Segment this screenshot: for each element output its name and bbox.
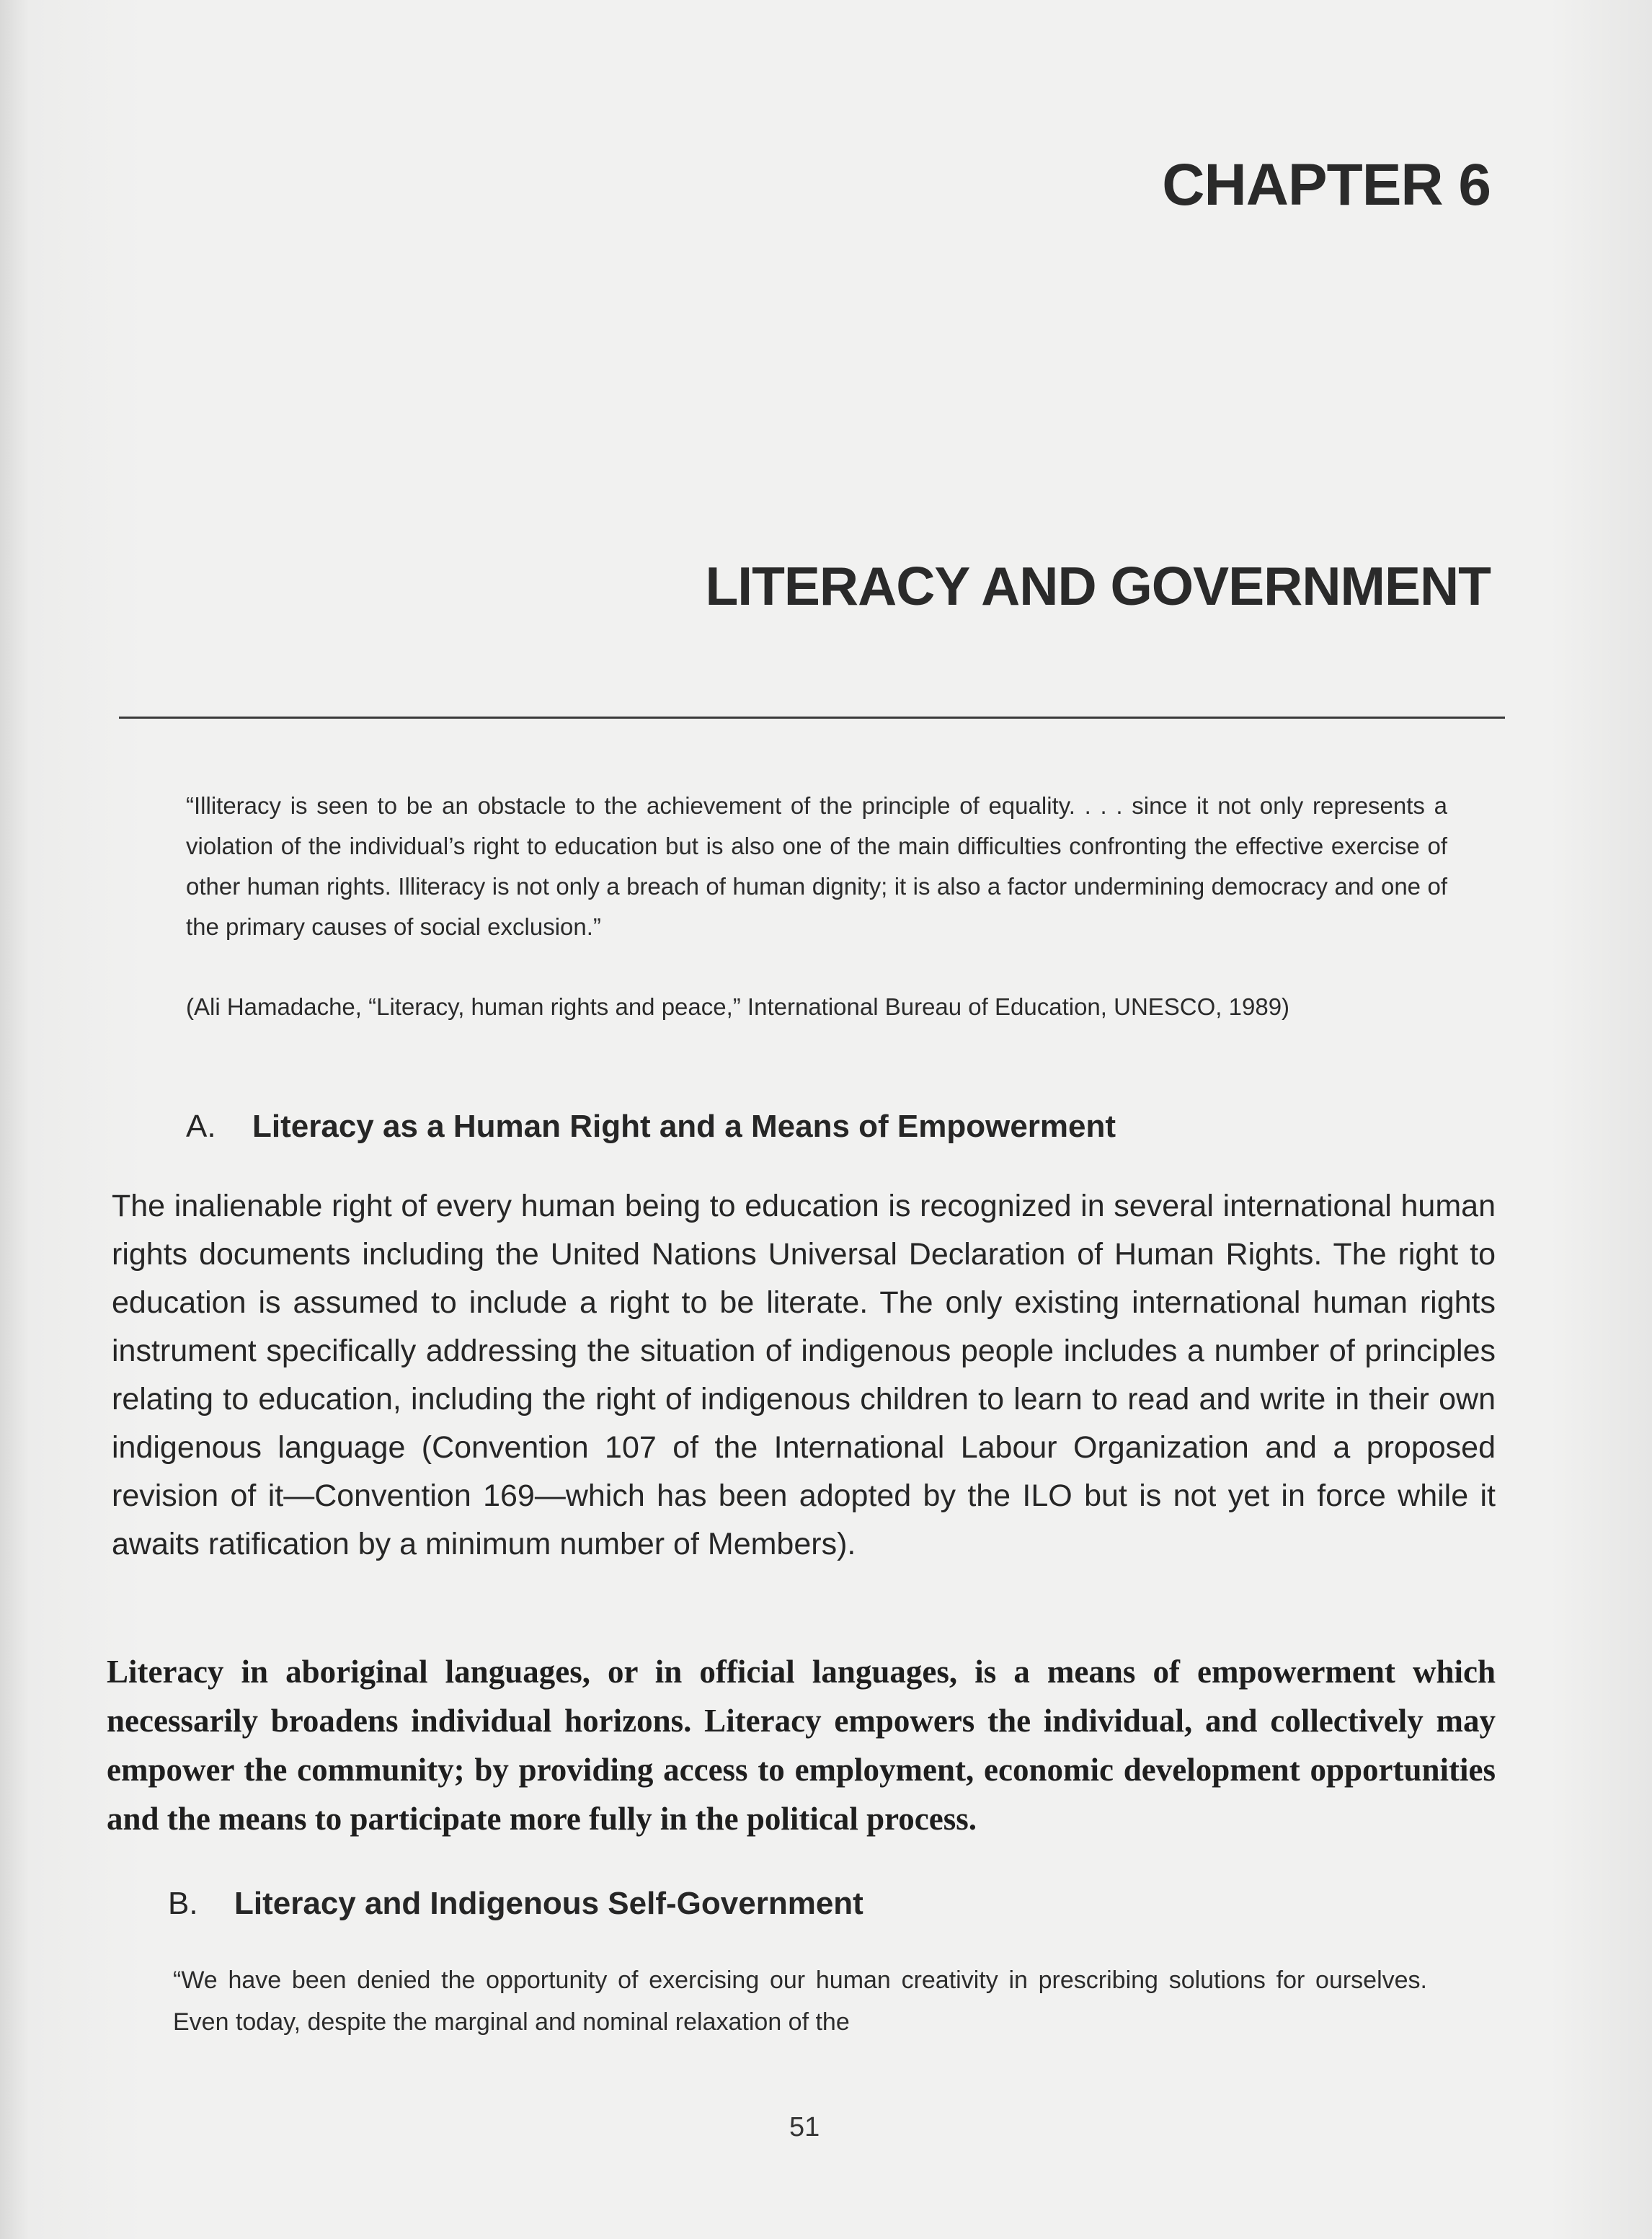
section-a-bold-paragraph: Literacy in aboriginal languages, or in official languages, is a means of empowerment which necessarily broadens individual horizons. Literacy empowers the individual, and collectively may empower the community; by providing access to employment, economic development opportunities and the means to participate more fully in the political process.: [107, 1654, 1496, 1837]
opening-quote: “Illiteracy is seen to be an obstacle to the achievement of the principle of equality. . . . since it not only represents a violation of the individual’s right to education but is also one of the main difficulties confronting the effective exercise of other human rights. Illiteracy is not only a breach of human dignity; it is also a factor undermining democracy and one of the primary causes of social exclusion.”: [186, 792, 1447, 940]
section-b-heading: [168, 1886, 863, 1922]
title-divider: [119, 717, 1505, 719]
section-a-paragraph: The inalienable right of every human being to education is recognized in several international human rights documents including the United Nations Universal Declaration of Human Rights. The right to education is assumed to include a right to be literate. The only existing international human rights instrument specifically addressing the situation of indigenous people includes a number of principles relating to education, including the right of indigenous children to learn to read and write in their own indigenous language (Convention 107 of the International Labour Organization and a proposed revision of it—Convention 169—which has been adopted by the ILO but is not yet in force while it awaits ratification by a minimum number of Members).: [112, 1189, 1496, 1561]
chapter-title: LITERACY AND GOVERNMENT: [705, 556, 1491, 616]
page-number: 51: [789, 2112, 820, 2142]
section-a-letter: A.: [186, 1109, 216, 1144]
section-b-quote: “We have been denied the opportunity of exercising our human creativity in prescribing solutions for ourselves. Even today, despite the marginal and nominal relaxation of the: [173, 1967, 1427, 2036]
chapter-label: CHAPTER 6: [1162, 152, 1491, 218]
section-a-heading: [186, 1109, 1116, 1145]
quote-citation: (Ali Hamadache, “Literacy, human rights and peace,” International Bureau of Education, UNESCO, 1989): [186, 993, 1290, 1020]
section-b-title: Literacy and Indigenous Self-Government: [234, 1886, 863, 1921]
section-a-title: Literacy as a Human Right and a Means of Empowerment: [252, 1109, 1116, 1144]
section-b-letter: B.: [168, 1886, 198, 1921]
